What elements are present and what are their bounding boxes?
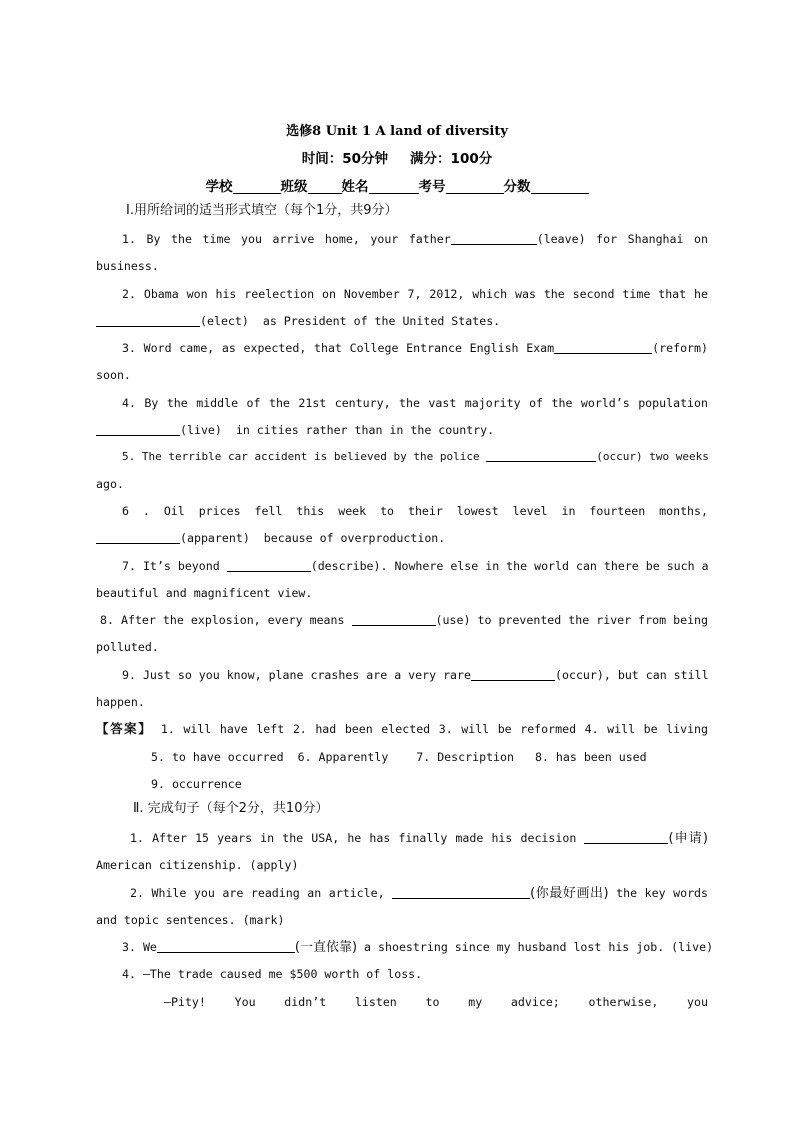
q6-blank[interactable]: [96, 531, 180, 544]
score-label: 满分：100分: [410, 151, 493, 167]
q8-line1: 8. After the explosion, every means (use) to prevented the river from being: [100, 613, 709, 627]
student-info-row: [0, 175, 794, 195]
q7-blank[interactable]: [227, 559, 311, 572]
exam-number-field[interactable]: [446, 179, 504, 194]
school-label: 学校: [205, 179, 233, 195]
q4-blank[interactable]: [96, 423, 180, 436]
s2-q2-blank[interactable]: [392, 886, 530, 899]
q2-line1: 2. Obama won his reelection on November 7, 2012, which was the second time that he: [122, 287, 708, 301]
score-field[interactable]: [531, 179, 589, 194]
q1-blank[interactable]: [451, 232, 537, 245]
q3-line2: soon.: [96, 368, 131, 382]
score-field-label: 分数: [503, 179, 531, 195]
page-title: 选修8 Unit 1 A land of diversity: [286, 124, 508, 139]
s2-q1-line2: American citizenship. (apply): [96, 858, 299, 872]
section2-heading: Ⅱ. 完成句子（每个2分，共10分）: [133, 801, 329, 816]
s2-q4-line1: 4. —The trade caused me $500 worth of loss.: [122, 967, 423, 981]
s2-q3-blank[interactable]: [157, 940, 295, 953]
q2-line2: (elect) as President of the United States.: [96, 313, 708, 329]
s2-q3-line1: 3. We (一直依靠) a shoestring since my husband lost his job. (live): [122, 940, 714, 955]
q7-line2: beautiful and magnificent view.: [96, 586, 313, 600]
name-label: 姓名: [341, 179, 369, 195]
q9-line1: 9. Just so you know, plane crashes are a very rare (occur), but can still: [122, 668, 709, 682]
q8-blank[interactable]: [352, 613, 436, 626]
q5-line1: 5. The terrible car accident is believed by the police (occur) two weeks: [122, 450, 709, 463]
s2-q4-line2: —Pity! You didn’t listen to my advice; otherwise, you: [164, 995, 708, 1009]
name-field[interactable]: [369, 179, 419, 194]
q7-line1: 7. It’s beyond (describe). Nowhere else in the world can there be such a: [122, 559, 709, 573]
q4-line2: (live) in cities rather than in the country.: [96, 422, 708, 438]
s2-q2-line2: and topic sentences. (mark): [96, 913, 285, 927]
s2-q1-line1: 1. After 15 years in the USA, he has finally made his decision (申请): [130, 831, 709, 846]
exam-number-label: 考号: [418, 179, 446, 195]
q9-blank[interactable]: [471, 668, 555, 681]
class-field[interactable]: [308, 179, 342, 194]
answers-label: 【答案】: [96, 721, 153, 736]
s2-q2-line1: 2. While you are reading an article, (你最好画出) the key words: [130, 886, 709, 901]
class-label: 班级: [280, 179, 308, 195]
q3-line1: 3. Word came, as expected, that College Entrance English Exam (reform): [122, 341, 708, 355]
answers-row-2: 5. to have occurred 6. Apparently 7. Description 8. has been used: [151, 750, 647, 764]
answers-row-1: 【答案】 1. will have left 2. had been elected 3. will be reformed 4. will be living: [96, 721, 709, 736]
s2-q1-blank[interactable]: [584, 831, 668, 844]
school-field[interactable]: [233, 179, 281, 194]
q8-line2: polluted.: [96, 640, 159, 654]
time-label: 时间：50分钟: [301, 151, 389, 167]
q4-line1: 4. By the middle of the 21st century, the vast majority of the world’s population: [122, 396, 708, 410]
q5-blank[interactable]: [486, 449, 596, 462]
q6-line2: (apparent) because of overproduction.: [96, 530, 708, 546]
exam-meta: [0, 147, 794, 167]
q2-blank[interactable]: [96, 314, 200, 327]
section1-heading: Ⅰ.用所给词的适当形式填空（每个1分，共9分）: [126, 203, 398, 218]
answers-row-3: 9. occurrence: [151, 777, 242, 791]
q5-line2: ago.: [96, 477, 124, 491]
q6-line1: 6 . Oil prices fell this week to their lowest level in fourteen months,: [122, 504, 708, 518]
q9-line2: happen.: [96, 695, 145, 709]
q1-line2: business.: [96, 259, 159, 273]
q3-blank[interactable]: [554, 341, 652, 354]
q1-line1: 1. By the time you arrive home, your father (leave) for Shanghai on: [122, 232, 708, 246]
